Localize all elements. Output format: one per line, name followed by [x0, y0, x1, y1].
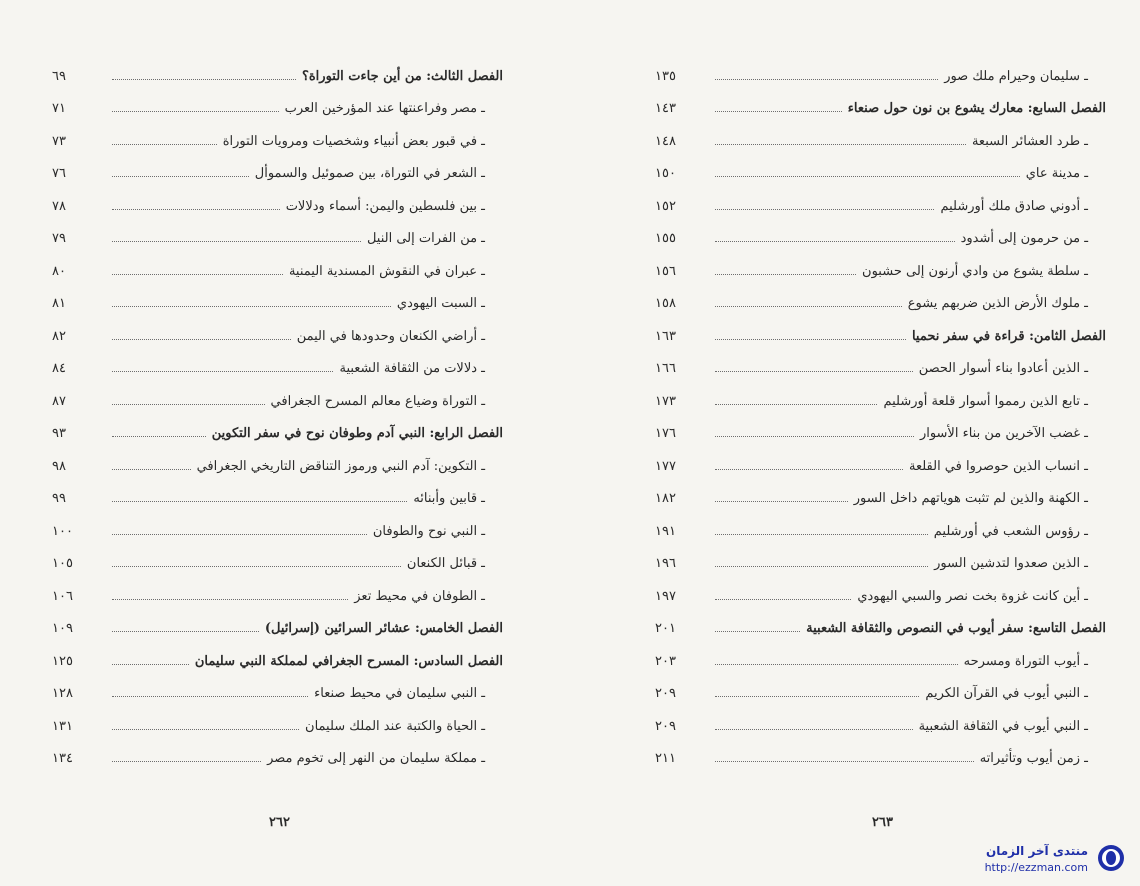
dot-leader — [715, 404, 877, 405]
toc-entry — [655, 483, 1110, 515]
toc-entry-page-number: ١٦٦ — [655, 361, 676, 376]
toc-entry — [52, 320, 507, 352]
toc-entry-title: ـ انساب الذين حوصروا في القلعة — [908, 458, 1088, 474]
toc-entry — [655, 385, 1110, 417]
toc-entry-title: ـ النبي سليمان في محيط صنعاء — [314, 686, 485, 701]
toc-entry — [655, 710, 1110, 742]
toc-entry-page-number: ١٨٢ — [655, 491, 676, 506]
toc-entry — [655, 353, 1110, 385]
dot-leader — [715, 664, 958, 665]
toc-entry-page-number: ١٢٥ — [52, 653, 73, 669]
toc-entry — [655, 125, 1110, 157]
toc-entry-title: الفصل السابع: معارك يشوع بن نون حول صنعاء — [847, 101, 1106, 116]
toc-chapter-entry — [655, 613, 1110, 645]
toc-entry-page-number: ١٩١ — [655, 523, 676, 539]
toc-entry-title: ـ الذين أعادوا بناء أسوار الحصن — [918, 361, 1088, 376]
toc-entry-page-number: ١٧٧ — [655, 458, 676, 474]
toc-entry — [52, 93, 507, 125]
toc-entry-title: ـ سلطة يشوع من وادي أرنون إلى حشبون — [862, 263, 1088, 279]
dot-leader — [715, 729, 913, 730]
toc-entry — [52, 385, 507, 417]
toc-entry — [655, 60, 1110, 92]
toc-entry-title: ـ السبت اليهودي — [396, 296, 485, 311]
toc-entry-title: ـ من حرمون إلى أشدود — [960, 231, 1088, 246]
toc-entry-title: ـ ملوك الأرض الذين ضربهم يشوع — [907, 296, 1088, 311]
toc-entry — [655, 255, 1110, 287]
forum-name: منتدى آخر الزمان — [986, 844, 1088, 858]
toc-entry-page-number: ٢٠٩ — [655, 718, 676, 734]
toc-chapter-entry — [52, 645, 507, 677]
dot-leader — [715, 599, 851, 600]
dot-leader — [715, 144, 966, 145]
toc-entry-page-number: ٩٣ — [52, 426, 66, 441]
toc-entry-page-number: ١٠٥ — [52, 556, 73, 571]
toc-entry-page-number: ٧٩ — [52, 231, 66, 246]
toc-entry-page-number: ١٩٦ — [655, 556, 676, 571]
toc-entry — [655, 743, 1110, 775]
toc-entry-title: ـ عبران في النقوش المسندية اليمنية — [288, 263, 485, 279]
toc-entry — [655, 288, 1110, 320]
toc-entry-title: ـ مدينة عاي — [1025, 166, 1088, 181]
toc-entry-title: ـ مصر وفراعنتها عند المؤرخين العرب — [284, 101, 485, 116]
toc-entry-title: ـ الطوفان في محيط تعز — [354, 588, 485, 604]
dot-leader — [715, 566, 928, 567]
dot-leader — [112, 274, 283, 275]
toc-entry-title: ـ النبي أيوب في الثقافة الشعبية — [918, 718, 1088, 734]
dot-leader — [112, 339, 291, 340]
toc-entry-title: ـ زمن أيوب وتأثيراته — [979, 751, 1088, 766]
toc-entry-page-number: ٩٨ — [52, 458, 66, 474]
toc-entry-title: ـ غضب الآخرين من بناء الأسوار — [919, 426, 1088, 441]
toc-entry — [52, 710, 507, 742]
toc-entry-title: ـ بين فلسطين واليمن: أسماء ودلالات — [285, 198, 485, 214]
toc-entry — [52, 190, 507, 222]
dot-leader — [112, 566, 401, 567]
toc-entry — [655, 548, 1110, 580]
toc-entry — [52, 450, 507, 482]
toc-entry — [655, 223, 1110, 255]
toc-entry — [655, 158, 1110, 190]
dot-leader — [112, 176, 249, 177]
toc-entry-page-number: ٢٠١ — [655, 621, 676, 636]
dot-leader — [715, 111, 842, 112]
dot-leader — [112, 144, 217, 145]
toc-entry-page-number: ٧١ — [52, 101, 66, 116]
toc-chapter-entry — [52, 60, 507, 92]
toc-entry-page-number: ١٣٥ — [655, 68, 676, 84]
toc-entry-page-number: ١٥٠ — [655, 166, 676, 181]
toc-entry — [52, 580, 507, 612]
toc-entry-page-number: ٨٤ — [52, 361, 66, 376]
toc-entry-page-number: ٢٠٩ — [655, 686, 676, 701]
dot-leader — [112, 371, 333, 372]
toc-entry — [655, 418, 1110, 450]
toc-entry-title: ـ من الفرات إلى النيل — [366, 231, 485, 246]
toc-entry — [655, 645, 1110, 677]
dot-leader — [112, 534, 367, 535]
toc-entry-page-number: ١٩٧ — [655, 588, 676, 604]
toc-entry-page-number: ١٥٦ — [655, 263, 676, 279]
dot-leader — [112, 631, 259, 632]
toc-entry-page-number: ١٠٠ — [52, 523, 73, 539]
shield-ring-icon — [1096, 843, 1126, 873]
toc-entry-title: ـ أدوني صادق ملك أورشليم — [940, 198, 1088, 214]
toc-entry — [655, 515, 1110, 547]
dot-leader — [112, 436, 206, 437]
toc-entry-page-number: ١٧٣ — [655, 393, 676, 409]
toc-entry-title: الفصل الرابع: النبي آدم وطوفان نوح في سفر التكوين — [211, 426, 503, 441]
toc-entry-page-number: ١٤٣ — [655, 101, 676, 116]
toc-entry-page-number: ١٥٨ — [655, 296, 676, 311]
dot-leader — [715, 79, 938, 80]
dot-leader — [715, 241, 955, 242]
toc-entry-title: ـ أراضي الكنعان وحدودها في اليمن — [296, 328, 485, 344]
toc-page-right — [655, 60, 1110, 830]
toc-entry-page-number: ٦٩ — [52, 68, 66, 84]
toc-entry-title: ـ الكهنة والذين لم تثبت هوياتهم داخل السور — [853, 491, 1088, 506]
dot-leader — [112, 599, 348, 600]
toc-entry-title: ـ الشعر في التوراة، بين صموئيل والسموأل — [254, 166, 485, 181]
dot-leader — [715, 534, 928, 535]
toc-entry-title: ـ التكوين: آدم النبي ورموز التناقض التاريخي الجغرافي — [196, 458, 485, 474]
toc-entry — [52, 288, 507, 320]
toc-entry-page-number: ٧٨ — [52, 198, 66, 214]
toc-entry-page-number: ٧٦ — [52, 166, 66, 181]
toc-entry-title: ـ قابين وأبنائه — [413, 491, 485, 506]
toc-entry — [52, 743, 507, 775]
toc-entry-page-number: ٧٣ — [52, 133, 66, 149]
toc-entry-page-number: ١٧٦ — [655, 426, 676, 441]
toc-entry-title: ـ في قبور بعض أنبياء وشخصيات ومرويات التوراة — [222, 133, 485, 149]
toc-entry-page-number: ٩٩ — [52, 491, 66, 506]
toc-entry-title: ـ قبائل الكنعان — [406, 556, 485, 571]
page-folio-number: ٢٦٣ — [872, 815, 893, 830]
toc-chapter-entry — [52, 613, 507, 645]
toc-entry — [655, 580, 1110, 612]
toc-entry — [52, 678, 507, 710]
dot-leader — [715, 306, 902, 307]
toc-entry-title: الفصل الثامن: قراءة في سفر نحميا — [911, 328, 1106, 344]
dot-leader — [112, 664, 189, 665]
dot-leader — [715, 631, 800, 632]
toc-entry-page-number: ١٥٥ — [655, 231, 676, 246]
forum-watermark[interactable] — [952, 840, 1132, 880]
toc-entry — [52, 158, 507, 190]
dot-leader — [112, 404, 265, 405]
toc-entry — [52, 548, 507, 580]
dot-leader — [715, 501, 848, 502]
toc-entry-title: ـ مملكة سليمان من النهر إلى تخوم مصر — [267, 751, 485, 766]
toc-entry — [52, 125, 507, 157]
dot-leader — [112, 111, 279, 112]
toc-entry-page-number: ٢٠٣ — [655, 653, 676, 669]
toc-chapter-entry — [655, 320, 1110, 352]
dot-leader — [715, 436, 914, 437]
toc-entry-page-number: ٢١١ — [655, 751, 676, 766]
dot-leader — [112, 241, 361, 242]
toc-chapter-entry — [655, 93, 1110, 125]
toc-entry — [52, 515, 507, 547]
toc-entry-title: ـ طرد العشائر السبعة — [971, 133, 1088, 149]
toc-entry — [52, 353, 507, 385]
dot-leader — [715, 339, 906, 340]
toc-entry-page-number: ١٦٣ — [655, 328, 676, 344]
dot-leader — [715, 274, 856, 275]
toc-entry-page-number: ١٤٨ — [655, 133, 676, 149]
toc-entry-title: ـ دلالات من الثقافة الشعبية — [339, 361, 485, 376]
toc-entry-page-number: ١٣١ — [52, 718, 73, 734]
toc-entry-title: ـ الحياة والكتبة عند الملك سليمان — [305, 718, 485, 734]
toc-entry — [52, 483, 507, 515]
toc-entry-page-number: ٨٠ — [52, 263, 66, 279]
toc-entry-title: ـ رؤوس الشعب في أورشليم — [933, 523, 1088, 539]
toc-entry — [52, 255, 507, 287]
toc-entry — [655, 450, 1110, 482]
toc-entry-page-number: ١٢٨ — [52, 686, 73, 701]
toc-entry-title: ـ النبي أيوب في القرآن الكريم — [925, 686, 1088, 701]
toc-entry-title: الفصل الثالث: من أين جاءت التوراة؟ — [301, 68, 503, 84]
toc-chapter-entry — [52, 418, 507, 450]
dot-leader — [715, 761, 974, 762]
toc-page-left — [52, 60, 507, 830]
dot-leader — [112, 696, 308, 697]
toc-entry-page-number: ١٣٤ — [52, 751, 73, 766]
toc-entry-title: ـ أين كانت غزوة بخت نصر والسبي اليهودي — [857, 588, 1088, 604]
toc-entry-page-number: ٨٧ — [52, 393, 66, 409]
forum-url[interactable]: http://ezzman.com — [984, 861, 1088, 874]
dot-leader — [112, 469, 191, 470]
dot-leader — [112, 209, 280, 210]
dot-leader — [715, 696, 919, 697]
toc-entry-title: ـ تابع الذين رمموا أسوار قلعة أورشليم — [883, 393, 1088, 409]
dot-leader — [715, 176, 1020, 177]
toc-entry — [52, 223, 507, 255]
toc-entry-page-number: ٨٢ — [52, 328, 66, 344]
dot-leader — [715, 371, 913, 372]
toc-entry-title: ـ سليمان وحيرام ملك صور — [944, 68, 1088, 84]
toc-entry — [655, 678, 1110, 710]
toc-entry-page-number: ١٠٩ — [52, 621, 73, 636]
toc-entry — [655, 190, 1110, 222]
toc-entry-page-number: ٨١ — [52, 296, 66, 311]
toc-entry-page-number: ١٥٢ — [655, 198, 676, 214]
toc-entry-page-number: ١٠٦ — [52, 588, 73, 604]
dot-leader — [715, 209, 934, 210]
dot-leader — [112, 729, 299, 730]
page-folio-number: ٢٦٢ — [269, 815, 290, 830]
toc-entry-title: ـ أيوب التوراة ومسرحه — [963, 653, 1088, 669]
toc-entry-title: ـ النبي نوح والطوفان — [372, 523, 485, 539]
toc-entry-title: ـ الذين صعدوا لتدشين السور — [934, 556, 1088, 571]
toc-entry-title: الفصل الخامس: عشائر السرائين (إسرائيل) — [264, 621, 503, 636]
toc-entry-title: الفصل السادس: المسرح الجغرافي لمملكة النبي سليمان — [194, 653, 503, 669]
dot-leader — [715, 469, 903, 470]
toc-entry-title: ـ التوراة وضياع معالم المسرح الجغرافي — [270, 393, 485, 409]
toc-entry-title: الفصل التاسع: سفر أيوب في النصوص والثقافة الشعبية — [806, 621, 1106, 636]
dot-leader — [112, 79, 296, 80]
dot-leader — [112, 306, 391, 307]
dot-leader — [112, 761, 261, 762]
dot-leader — [112, 501, 407, 502]
